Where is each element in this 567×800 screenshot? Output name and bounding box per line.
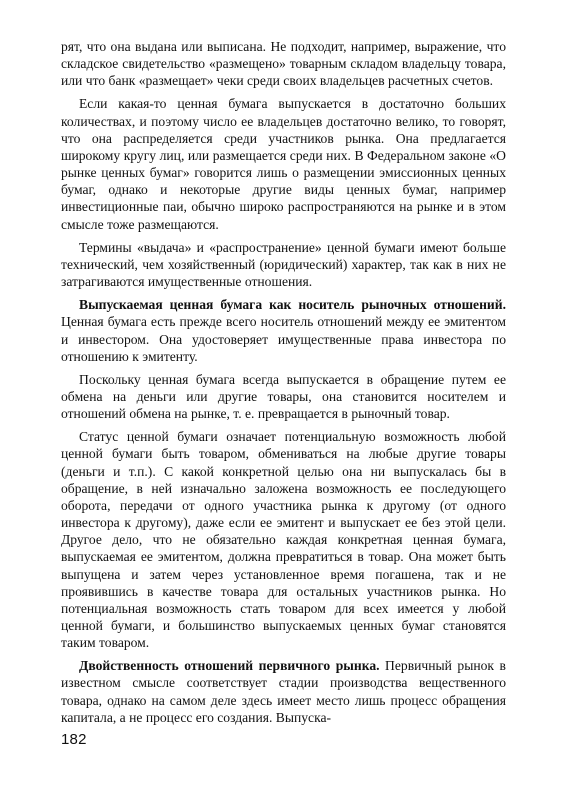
paragraph-text: Первичный рынок в известном смысле соответствует стадии производства вещественного товара, однако на самом деле здесь имеет место лишь процесс обращения капитала, а не процесс его создания. Выпуска- <box>61 658 506 725</box>
paragraph-placement <box>61 95 506 232</box>
paragraph-market-relations <box>61 296 506 365</box>
paragraph-text: Ценная бумага есть прежде всего носитель отношений между ее эмитентом и инвестором. Она удостоверяет имущественные права инвестора по отношению к эмитенту. <box>61 314 506 364</box>
paragraph-terms <box>61 239 506 290</box>
paragraph-text: Термины «выдача» и «распространение» ценной бумаги имеют больше технический, чем хозяйственный (юридический) характер, так как в них не затрагиваются имущественные отношения. <box>61 239 506 290</box>
paragraph-text: Поскольку ценная бумага всегда выпускается в обращение путем ее обмена на деньги или другие товары, она становится носителем и отношений обмена на рынке, т. е. превращается в рыночный товар. <box>61 371 506 422</box>
paragraph-exchange <box>61 371 506 422</box>
document-page <box>61 38 506 726</box>
paragraph-status <box>61 428 506 651</box>
paragraph-text: Если какая-то ценная бумага выпускается в достаточно больших количествах, и поэтому число ее владельцев достаточно велико, то говорят, что она распределяется среди участников рынка. Она предлагается широкому кругу лиц, или размещается среди них. В Федеральном законе «О рынке ценных бумаг» говорится лишь о размещении эмиссионных ценных бумаг, однако и некоторые другие виды ценных бумаг, например инвестиционные паи, обычно широко распространяются на рынке и в этом смысле тоже размещаются. <box>61 96 506 232</box>
page-number: 182 <box>61 731 87 748</box>
paragraph-run-in-heading: Выпускаемая ценная бумага как носитель рыночных отношений. <box>79 297 506 313</box>
paragraph-primary-market <box>61 657 506 726</box>
paragraph-run-in-heading: Двойственность отношений первичного рынка. <box>79 658 380 674</box>
paragraph-text: Статус ценной бумаги означает потенциальную возможность любой ценной бумаги быть товаром, обмениваться на любые другие товары (деньги и т.п.). С какой конкретной целью она ни выпускалась бы в обращение, в ней изначально заложена возможность ее последующего оборота, передачи от одного участника рынка к другому (от одного инвестора к другому), даже если ее эмитент и выпускает ее без этой цели. Другое дело, что не обязательно каждая конкретная ценная бумага, выпускаемая ее эмитентом, должна превратиться в товар. Она может быть выпущена и затем через установленное время погашена, так и не проявившись в качестве товара для остальных участников рынка. Но потенциальная возможность стать товаром для всех имеется у любой ценной бумаги, и большинство выпускаемых ценных бумаг становятся таким товаром. <box>61 429 506 651</box>
paragraph-text: рят, что она выдана или выписана. Не подходит, например, выражение, что складское свидетельство «размещено» товарным складом владельцу товара, или что банк «размещает» чеки среди своих владельцев расчетных счетов. <box>61 39 506 89</box>
paragraph-continuation <box>61 38 506 89</box>
